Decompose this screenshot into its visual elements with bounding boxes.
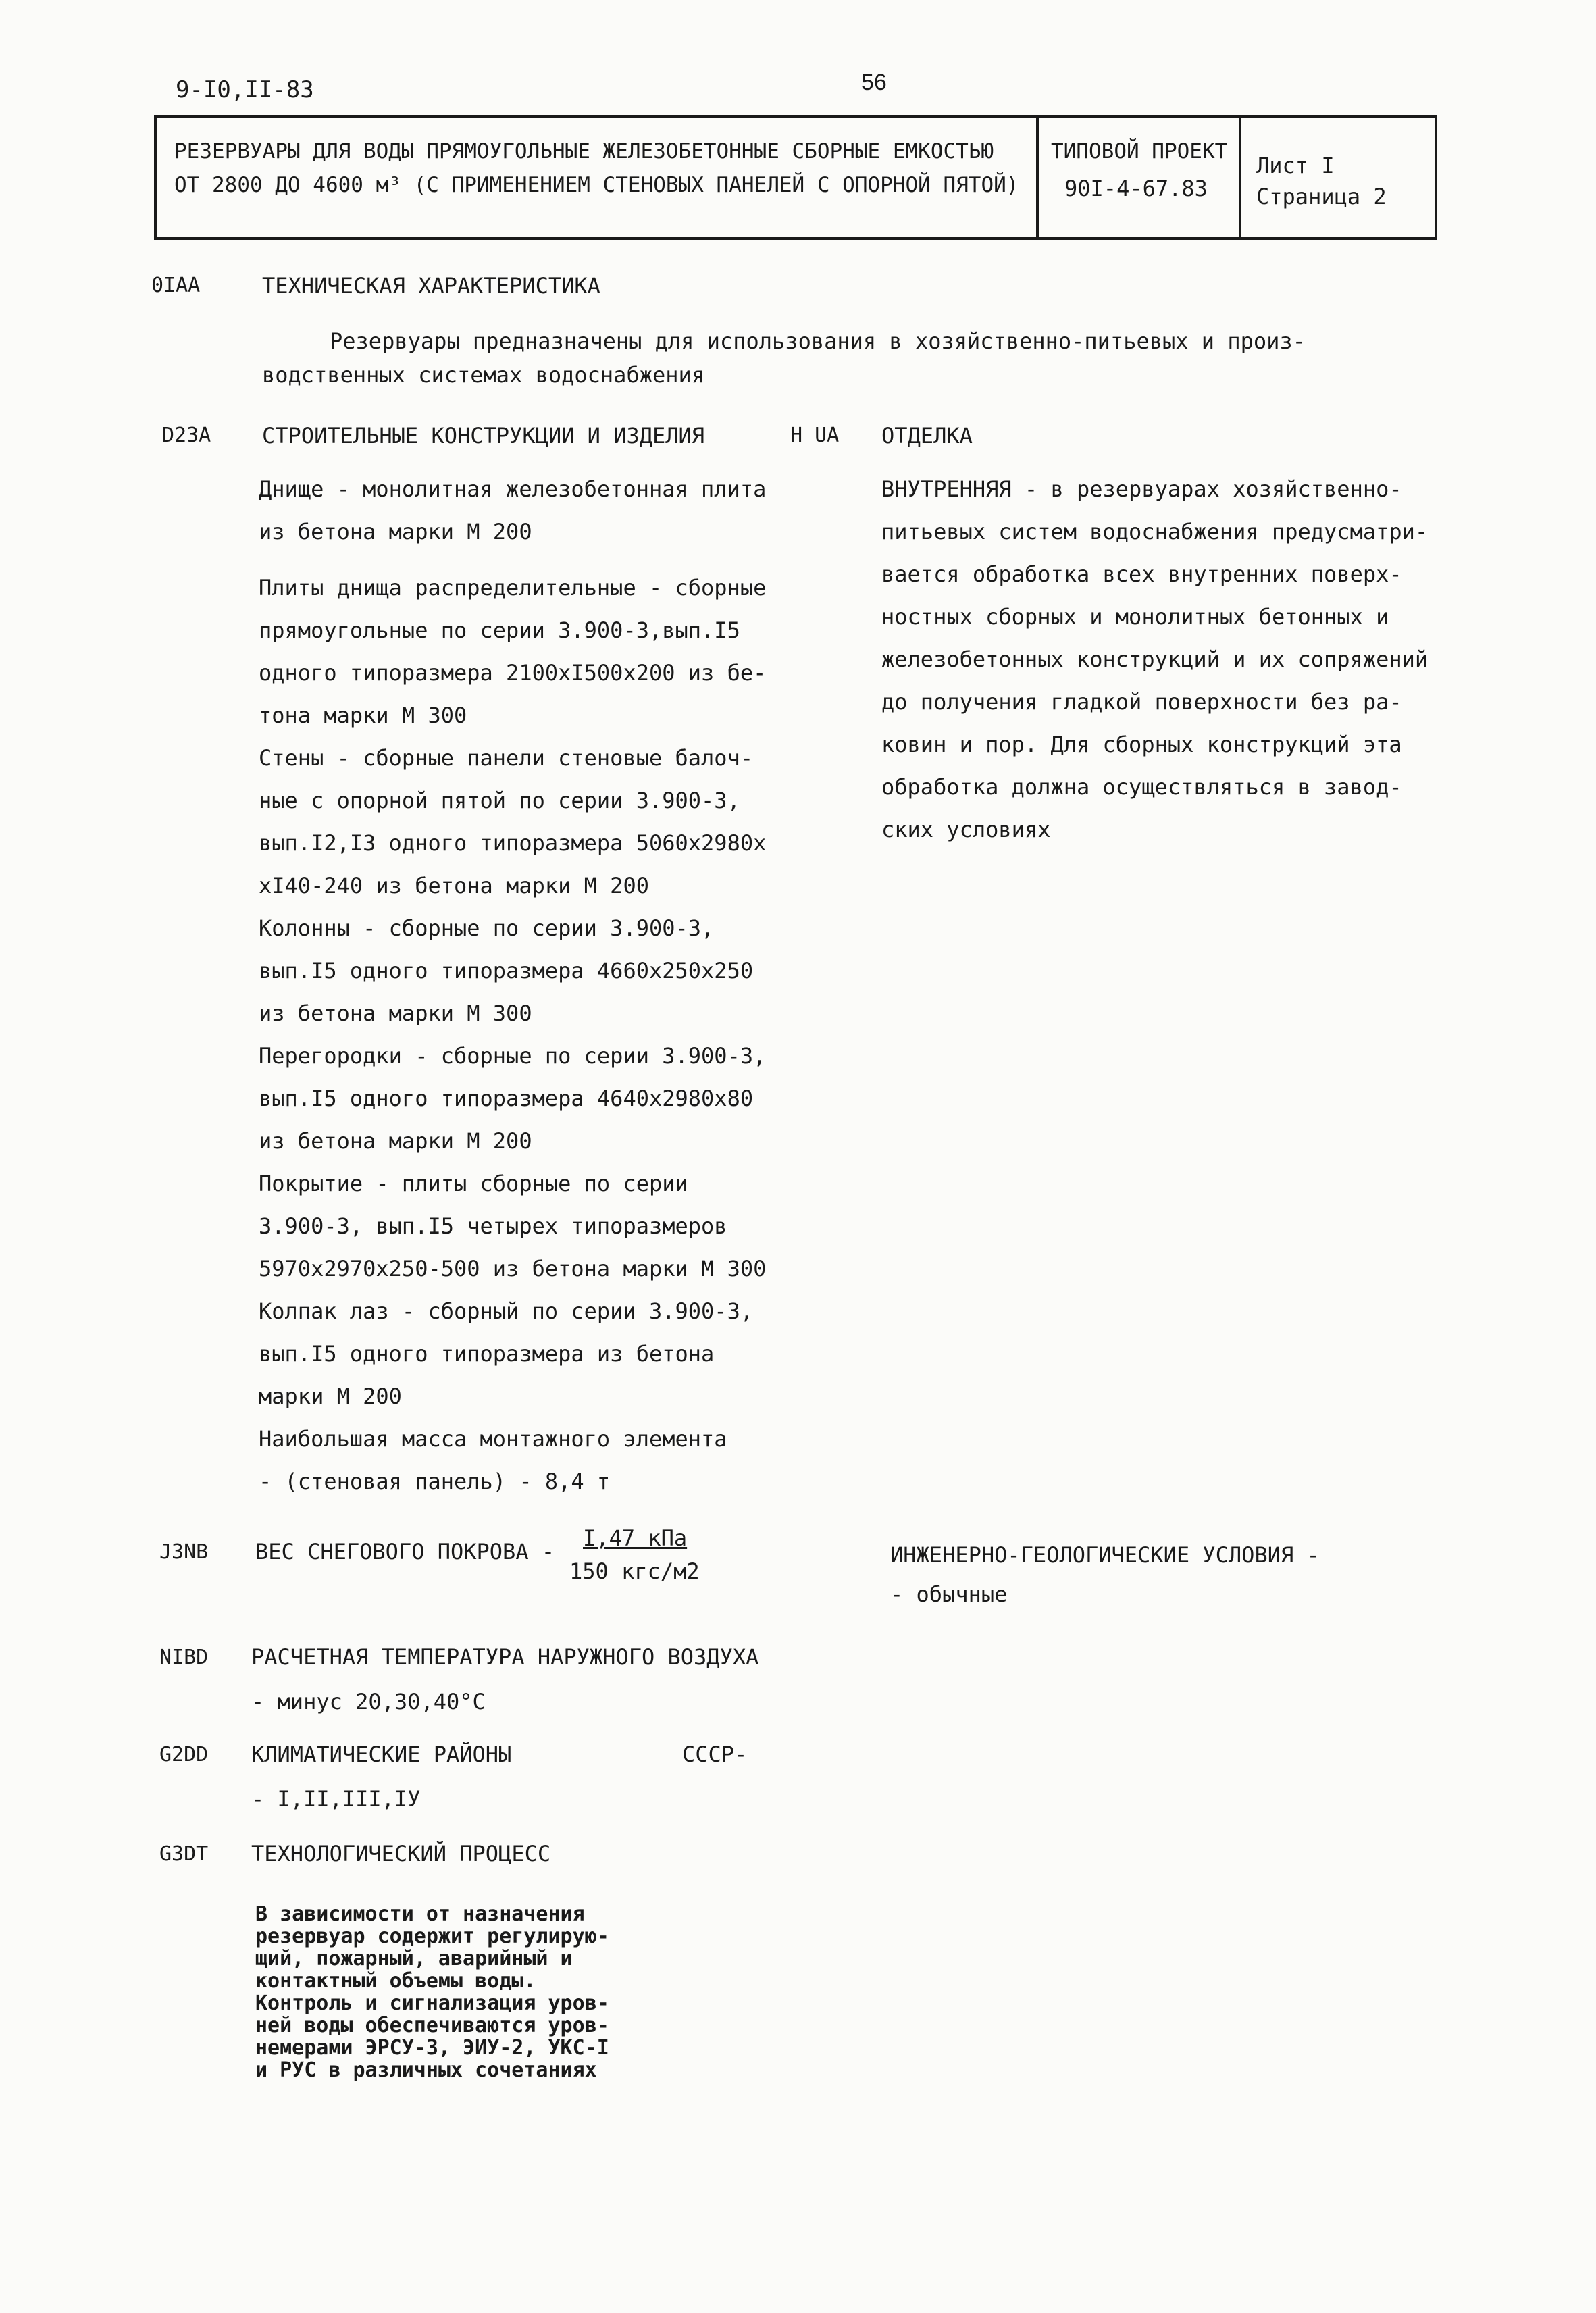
construction-line: Днище - монолитная железобетонная плита xyxy=(259,476,767,502)
sheet-cell xyxy=(1239,118,1435,237)
climate-value: - I,II,III,IУ xyxy=(251,1786,421,1812)
section-code-finish: Н UА xyxy=(790,424,840,447)
section-code-construction: D23А xyxy=(162,424,211,447)
construction-line: вып.I2,I3 одного типоразмера 5060х2980х xyxy=(259,830,767,856)
snow-value-kpa: I,47 кПа xyxy=(583,1525,688,1551)
sheet-label: Лист I xyxy=(1256,153,1335,178)
construction-line: из бетона марки М 300 xyxy=(259,1000,532,1026)
project-cell xyxy=(1036,118,1239,237)
process-line: немерами ЭРСУ-3, ЭИУ-2, УКС-I xyxy=(255,2036,609,2060)
finish-line: питьевых систем водоснабжения предусматри- xyxy=(881,519,1428,544)
tech-line: Резервуары предназначены для использования в хозяйственно-питьевых и произ- xyxy=(330,328,1306,354)
finish-line: ковин и пор. Для сборных конструкций эта xyxy=(881,732,1402,757)
construction-line: Стены - сборные панели стеновые балоч- xyxy=(259,745,754,771)
section-code-tech: 0IАА xyxy=(151,274,201,297)
section-code-snow: J3NВ xyxy=(159,1540,209,1564)
climate-heading: КЛИМАТИЧЕСКИЕ РАЙОНЫ xyxy=(251,1742,512,1767)
tech-line: водственных системах водоснабжения xyxy=(262,362,705,388)
construction-line: одного типоразмера 2100хI500х200 из бе- xyxy=(259,660,767,686)
construction-line: ные с опорной пятой по серии 3.900-3, xyxy=(259,788,740,813)
page-label: Страница 2 xyxy=(1256,184,1387,209)
construction-body xyxy=(259,468,766,1503)
title-block xyxy=(154,115,1437,240)
page-number: 56 xyxy=(861,70,887,95)
snow-value-kgs: 150 кгс/м2 xyxy=(569,1558,700,1584)
process-line: и РУС в различных сочетаниях xyxy=(255,2058,597,2082)
construction-line: из бетона марки М 200 xyxy=(259,1128,532,1154)
project-number: 90I-4-67.83 xyxy=(1064,176,1208,201)
snow-label: ВЕС СНЕГОВОГО ПОКРОВА - xyxy=(255,1539,555,1565)
climate-suffix: СССР- xyxy=(682,1742,748,1767)
process-heading: ТЕХНОЛОГИЧЕСКИЙ ПРОЦЕСС xyxy=(251,1841,551,1866)
process-line: Контроль и сигнализация уров- xyxy=(255,1991,609,2015)
construction-line: прямоугольные по серии 3.900-3,вып.I5 xyxy=(259,617,740,643)
construction-line: вып.I5 одного типоразмера 4640х2980х80 xyxy=(259,1086,754,1111)
construction-line: Наибольшая масса монтажного элемента xyxy=(259,1426,727,1452)
finish-line: вается обработка всех внутренних поверх- xyxy=(881,561,1402,587)
finish-line: ВНУТРЕННЯЯ - в резервуарах хозяйственно- xyxy=(881,476,1402,502)
title-line-1: РЕЗЕРВУАРЫ ДЛЯ ВОДЫ ПРЯМОУГОЛЬНЫЕ ЖЕЛЕЗОБЕТОННЫЕ СБОРНЫЕ ЕМКОСТЬЮ xyxy=(174,139,994,163)
finish-line: ских условиях xyxy=(881,817,1051,842)
construction-line: марки М 200 xyxy=(259,1383,402,1409)
tech-paragraph xyxy=(262,320,1306,397)
title-line-2: ОТ 2800 ДО 4600 м³ (С ПРИМЕНЕНИЕМ СТЕНОВЫХ ПАНЕЛЕЙ С ОПОРНОЙ ПЯТОЙ) xyxy=(174,173,1019,197)
finish-line: обработка должна осуществляться в завод- xyxy=(881,774,1402,800)
construction-line: Покрытие - плиты сборные по серии xyxy=(259,1171,688,1196)
project-label: ТИПОВОЙ ПРОЕКТ xyxy=(1051,139,1228,163)
construction-line: Колпак лаз - сборный по серии 3.900-3, xyxy=(259,1298,754,1324)
construction-line: хI40-240 из бетона марки М 200 xyxy=(259,873,649,898)
section-code-climate: G2DD xyxy=(159,1743,209,1766)
process-line: контактный объемы воды. xyxy=(255,1969,536,1993)
finish-line: ностных сборных и монолитных бетонных и xyxy=(881,604,1389,630)
section-heading-tech: ТЕХНИЧЕСКАЯ ХАРАКТЕРИСТИКА xyxy=(262,273,600,299)
section-heading-construction: СТРОИТЕЛЬНЫЕ КОНСТРУКЦИИ И ИЗДЕЛИЯ xyxy=(262,423,705,449)
temperature-value: - минус 20,30,40°С xyxy=(251,1689,486,1714)
construction-line: 5970х2970х250-500 из бетона марки М 300 xyxy=(259,1256,767,1281)
construction-line: Перегородки - сборные по серии 3.900-3, xyxy=(259,1043,767,1069)
process-line: резервуар содержит регулирую- xyxy=(255,1925,609,1948)
construction-line: - (стеновая панель) - 8,4 т xyxy=(259,1469,611,1494)
construction-line: Плиты днища распределительные - сборные xyxy=(259,575,767,601)
process-line: В зависимости от назначения xyxy=(255,1902,585,1926)
process-line: щий, пожарный, аварийный и xyxy=(255,1947,573,1971)
section-code-temperature: NIВD xyxy=(159,1646,209,1669)
section-heading-finish: ОТДЕЛКА xyxy=(881,423,973,449)
construction-line: вып.I5 одного типоразмера 4660х250х250 xyxy=(259,958,754,984)
finish-line: железобетонных конструкций и их сопряжений xyxy=(881,646,1428,672)
title-cell xyxy=(157,118,1036,237)
document-code: 9-I0,II-83 xyxy=(176,76,314,103)
temperature-heading: РАСЧЕТНАЯ ТЕМПЕРАТУРА НАРУЖНОГО ВОЗДУХА xyxy=(251,1644,759,1670)
construction-line: вып.I5 одного типоразмера из бетона xyxy=(259,1341,715,1367)
construction-line: Колонны - сборные по серии 3.900-3, xyxy=(259,915,715,941)
construction-line: 3.900-3, вып.I5 четырех типоразмеров xyxy=(259,1213,727,1239)
finish-line: до получения гладкой поверхности без ра- xyxy=(881,689,1402,715)
geology-heading: ИНЖЕНЕРНО-ГЕОЛОГИЧЕСКИЕ УСЛОВИЯ - xyxy=(890,1542,1320,1568)
process-line: ней воды обеспечиваются уров- xyxy=(255,2014,609,2037)
geology-value: - обычные xyxy=(890,1581,1008,1607)
construction-line: тона марки М 300 xyxy=(259,703,467,728)
finish-body xyxy=(881,468,1428,851)
process-body xyxy=(255,1903,609,2081)
section-code-process: G3DТ xyxy=(159,1842,209,1866)
construction-line: из бетона марки М 200 xyxy=(259,519,532,544)
